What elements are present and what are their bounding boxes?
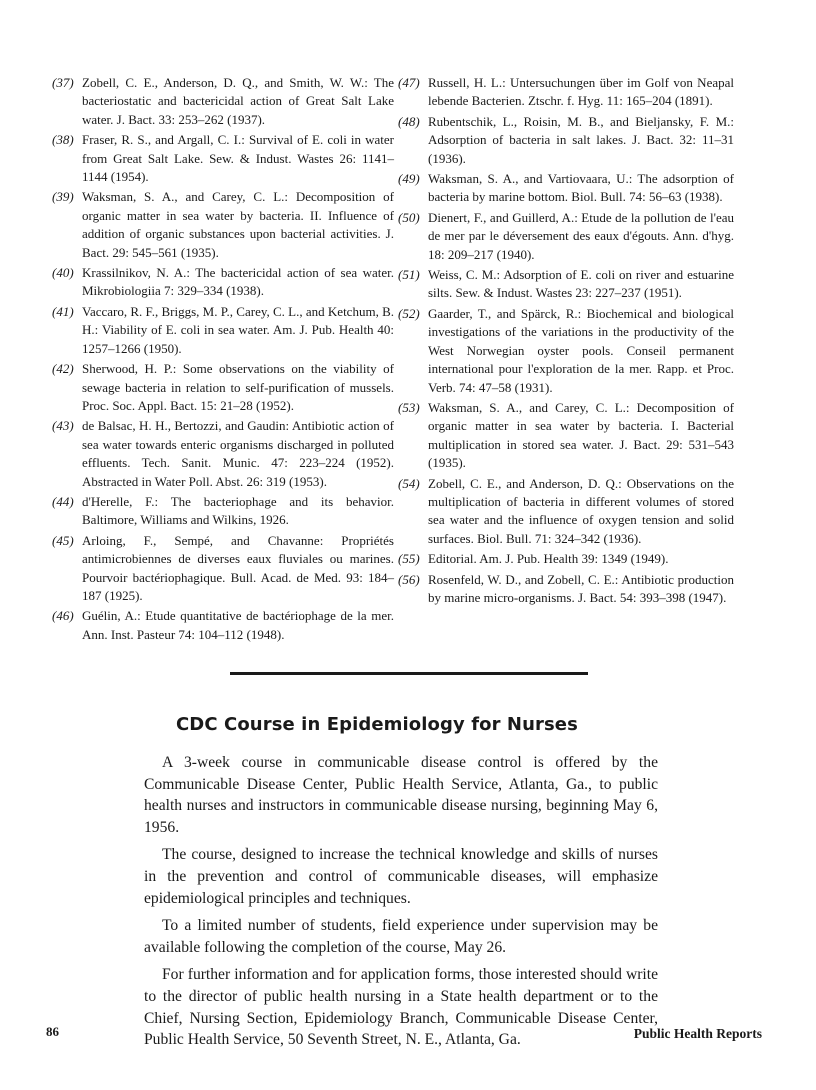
article-paragraph: To a limited number of students, field experience under supervision may be available following the completion of the course, May 26. [144,917,658,956]
reference-item: (37) Zobell, C. E., Anderson, D. Q., and Smith, W. W.: The bacteriostatic and bactericidal action of Great Salt Lake water. J. Bact. 33: 253–262 (1937). [52,75,394,127]
article-title: CDC Course in Epidemiology for Nurses [176,714,578,735]
article-body [144,752,658,1057]
reference-item: (45) Arloing, F., Sempé, and Chavanne: Propriétés antimicrobiennes de diverses eaux fluviales ou marines. Pourvoir bactériophagique. Bull. Acad. de Med. 93: 184–187 (1925). [52,532,394,603]
reference-item: (44) d'Herelle, F.: The bacteriophage and its behavior. Baltimore, Williams and Wilkins, 1926. [52,493,394,528]
reference-item: (46) Guélin, A.: Etude quantitative de bactériophage de la mer. Ann. Inst. Pasteur 74: 104–112 (1948). [52,608,394,642]
reference-item: (55) Editorial. Am. J. Pub. Health 39: 1349 (1949). [398,551,669,567]
reference-item: (52) Gaarder, T., and Spärck, R.: Biochemical and biological investigations of the variations in the productivity of the West Norwegian oyster pools. Conseil permanent international pour l'exploration de la mer. Rapp. et Proc. Verb. 74: 47–58 (1931). [398,305,734,395]
reference-item: (54) Zobell, C. E., and Anderson, D. Q.: Observations on the multiplication of bacteria in different volumes of stored sea water and the influence of oxygen tension and solid surfaces. Biol. Bull. 71: 324–342 (1936). [398,475,734,546]
reference-item: (50) Dienert, F., and Guillerd, A.: Etude de la pollution de l'eau de mer par le déversement des eaux d'égouts. Ann. d'hyg. 18: 209–217 (1940). [398,209,734,262]
reference-item: (53) Waksman, S. A., and Carey, C. L.: Decomposition of organic matter in sea water by bacteria. I. Bacterial multiplication in stored sea water. J. Bact. 29: 531–543 (1935). [398,399,734,471]
reference-item: (51) Weiss, C. M.: Adsorption of E. coli on river and estuarine silts. Sew. & Indust. Wastes 23: 227–237 (1951). [398,267,734,301]
reference-item: (56) Rosenfeld, W. D., and Zobell, C. E.: Antibiotic production by marine micro-organisms. J. Bact. 54: 393–398 (1947). [398,571,734,605]
reference-item: (48) Rubentschik, L., Roisin, M. B., and Bieljansky, F. M.: Adsorption of bacteria in salt lakes. J. Bact. 32: 11–31 (1936). [398,113,734,166]
section-divider [230,672,588,675]
article-paragraph: A 3-week course in communicable disease control is offered by the Communicable Disease Center, Public Health Service, Atlanta, Ga., to public health nurses and instructors in communicable disease nursing, beginning May 6, 1956. [144,754,658,836]
article-paragraph: The course, designed to increase the technical knowledge and skills of nurses in the prevention and control of communicable diseases, will emphasize epidemiological principles and techniques. [144,846,658,907]
reference-item: (42) Sherwood, H. P.: Some observations on the viability of sewage bacteria in relation to self-purification of mussels. Proc. Soc. Appl. Bact. 15: 21–28 (1952). [52,361,394,413]
reference-item: (40) Krassilnikov, N. A.: The bactericidal action of sea water. Mikrobiologiia 7: 329–334 (1938). [52,265,394,299]
page-number: 86 [46,1024,59,1039]
reference-item: (49) Waksman, S. A., and Vartiovaara, U.: The adsorption of bacteria by marine bottom. Biol. Bull. 74: 56–63 (1938). [398,171,734,205]
reference-item: (47) Russell, H. L.: Untersuchungen über im Golf von Neapal lebende Bacterien. Ztschr. f. Hyg. 11: 165–204 (1891). [398,75,734,109]
references-right-column [398,74,734,609]
reference-item: (43) de Balsac, H. H., Bertozzi, and Gaudin: Antibiotic action of sea water towards enteric organisms discharged in polluted effluents. Tech. Sanit. Munic. 47: 223–224 (1952). Abstracted in Water Poll. Abst. 26: 319 (1953). [52,418,394,489]
journal-name: Public Health Reports [633,1026,762,1041]
reference-item: (38) Fraser, R. S., and Argall, C. I.: Survival of E. coli in water from Great Salt Lake. Sew. & Indust. Wastes 26: 1141–1144 (1954). [52,132,394,185]
references-left-column [52,74,394,646]
reference-item: (39) Waksman, S. A., and Carey, C. L.: Decomposition of organic matter in sea water by bacteria. II. Influence of addition of organic substances upon bacterial activities. J. Bact. 29: 545–561 (1935). [52,189,394,260]
reference-item: (41) Vaccaro, R. F., Briggs, M. P., Carey, C. L., and Ketchum, B. H.: Viability of E. coli in sea water. Am. J. Pub. Health 40: 1257–1266 (1950). [52,303,394,356]
article-paragraph: For further information and for application forms, those interested should write to the director of public health nursing in a State health department or to the Chief, Nursing Section, Epidemiology Branch, Communicable Disease Center, Public Health Service, 50 Seventh Street, N. E., Atlanta, Ga. [144,966,658,1049]
